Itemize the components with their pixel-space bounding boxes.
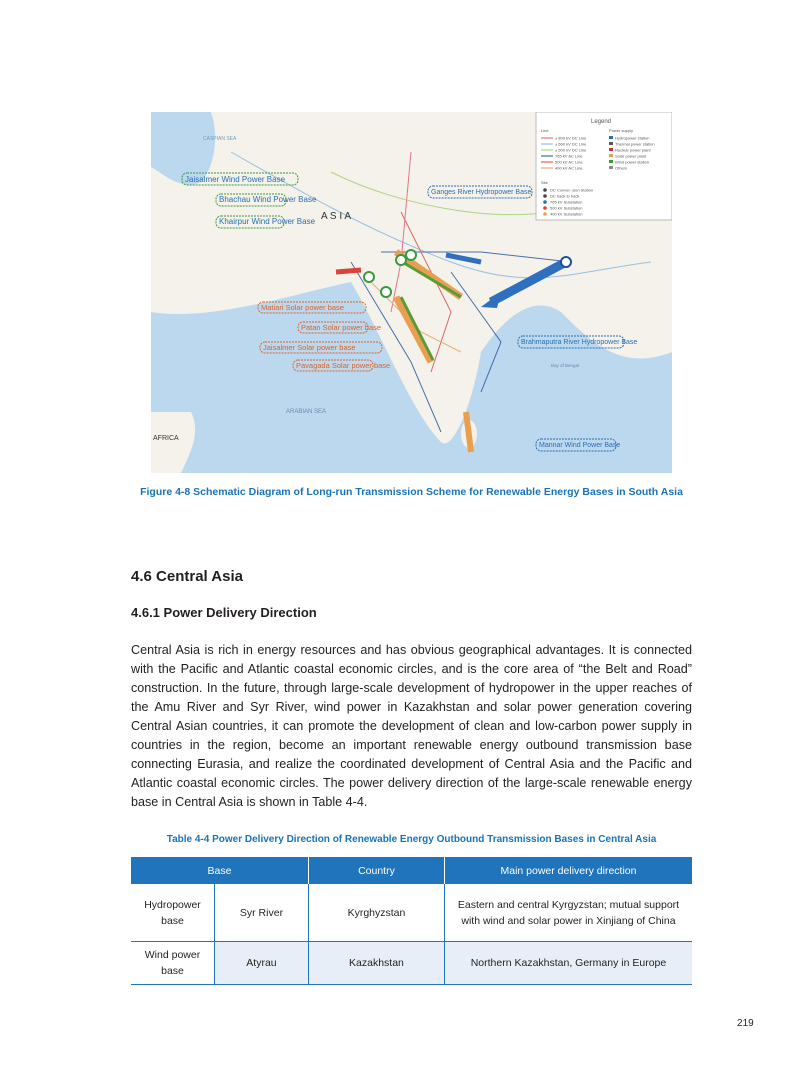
legend-site-label: DC Conver- sion Station [550, 187, 594, 193]
legend-supply-icon [609, 148, 613, 151]
legend-line-label: 500 kV AC Line [555, 159, 583, 165]
cell-type: Wind power base [131, 942, 215, 985]
legend-supply-label: Hydropower station [615, 135, 650, 141]
label-bay: Bay of Bengal [551, 363, 580, 368]
base-label: Ganges River Hydropower Base [431, 189, 532, 196]
base-label: Brahmaputra River Hydropower Base [521, 339, 638, 346]
cell-type: Hydropower base [131, 884, 215, 942]
delivery-table [131, 857, 692, 985]
base-label: Jaisalmer Solar power base [263, 343, 356, 352]
legend-site-label: 765 kV Substation [550, 199, 583, 205]
legend-line-label: ± 660 kV DC Line [555, 141, 587, 147]
legend-site-label: 400 kV Substation [550, 211, 583, 217]
section-heading: 4.6 Central Asia [131, 568, 243, 585]
label-asia: A S I A [321, 211, 352, 222]
legend-line-label: 765 kV AC Line [555, 153, 583, 159]
cell-direction: Northern Kazakhstan, Germany in Europe [444, 942, 692, 985]
label-africa: AFRICA [153, 435, 179, 442]
legend-site-icon [543, 200, 547, 204]
base-label: Patan Solar power base [301, 323, 382, 332]
base-label: Matiari Solar power base [261, 303, 344, 312]
header-country: Country [308, 857, 444, 884]
figure-caption: Figure 4-8 Schematic Diagram of Long-run Transmission Scheme for Renewable Energy Bases in South Asia [140, 486, 683, 498]
subsection-heading: 4.6.1 Power Delivery Direction [131, 605, 317, 620]
legend-line-label: 400 kV AC Line [555, 165, 583, 171]
legend-site-icon [543, 188, 547, 192]
legend-site-icon [543, 194, 547, 198]
table-row [131, 942, 692, 985]
legend-line-label: ± 800 kV DC Line [555, 135, 587, 141]
legend-site-title: Site [541, 180, 548, 185]
transmission-map [151, 112, 672, 473]
legend-supply-icon [609, 166, 613, 169]
cell-direction: Eastern and central Kyrgyzstan; mutual support with wind and solar power in Xinjiang of China [444, 884, 692, 942]
cell-base: Atyrau [215, 942, 309, 985]
base-label: Pavagada Solar power base [296, 361, 391, 370]
base-label: Khairpur Wind Power Base [219, 217, 316, 226]
body-paragraph: Central Asia is rich in energy resources and has obvious geographical advantages. It is connected with the Pacific and Atlantic coastal economic circles, and is the core area of “the Belt and Road” construction. In the future, through large-scale development of hydropower in the upper reaches of the Amu River and Syr River, wind power in Kazakhstan and solar power generation covering Central Asian countries, it can promote the development of clean and low-carbon power supply in countries in the region, become an important renewable energy outbound transmission base connecting Eurasia, and realize the coordinated development of Central Asia and the Pacific and Atlantic coastal economic circles. The power delivery direction of the large-scale renewable energy base in Central Asia is shown in Table 4-4. [131, 643, 692, 809]
legend-line-label: ± 500 kV DC Line [555, 147, 587, 153]
legend-supply-label: Solar power plant [615, 153, 647, 159]
legend-supply-label: Wind power station [615, 159, 650, 165]
legend-title: Legend [591, 119, 612, 125]
table-caption: Table 4-4 Power Delivery Direction of Renewable Energy Outbound Transmission Bases in Central Asia [166, 834, 657, 845]
header-direction: Main power delivery direction [444, 857, 692, 884]
legend-supply-label: Nuclear power plant [615, 147, 651, 153]
page-number: 219 [737, 1018, 754, 1029]
legend-supply-label: Others [615, 165, 628, 171]
cell-base: Syr River [215, 884, 309, 942]
base-label: Bhachau Wind Power Base [219, 195, 317, 204]
legend-supply-icon [609, 142, 613, 145]
header-base: Base [131, 857, 308, 884]
legend-supply-title: Power supply [609, 128, 634, 133]
label-caspian: CASPIAN SEA [203, 136, 237, 142]
legend [536, 112, 672, 220]
table-header [131, 857, 692, 884]
legend-supply-icon [609, 154, 613, 157]
cell-country: Kyrghyzstan [308, 884, 444, 942]
legend-site-label: 500 kV Substation [550, 205, 583, 211]
cell-country: Kazakhstan [308, 942, 444, 985]
legend-line-title: Line [541, 128, 549, 133]
legend-site-icon [543, 206, 547, 210]
legend-supply-label: Thermal power station [615, 141, 655, 147]
legend-supply-icon [609, 160, 613, 163]
legend-supply-icon [609, 136, 613, 139]
legend-site-icon [543, 212, 547, 216]
label-arabian: ARABIAN SEA [286, 409, 327, 415]
legend-site-label: DC back to back [550, 193, 580, 199]
table-row [131, 884, 692, 942]
base-label: Jaisalmer Wind Power Base [185, 175, 286, 184]
base-label: Mannar Wind Power Base [539, 442, 621, 449]
